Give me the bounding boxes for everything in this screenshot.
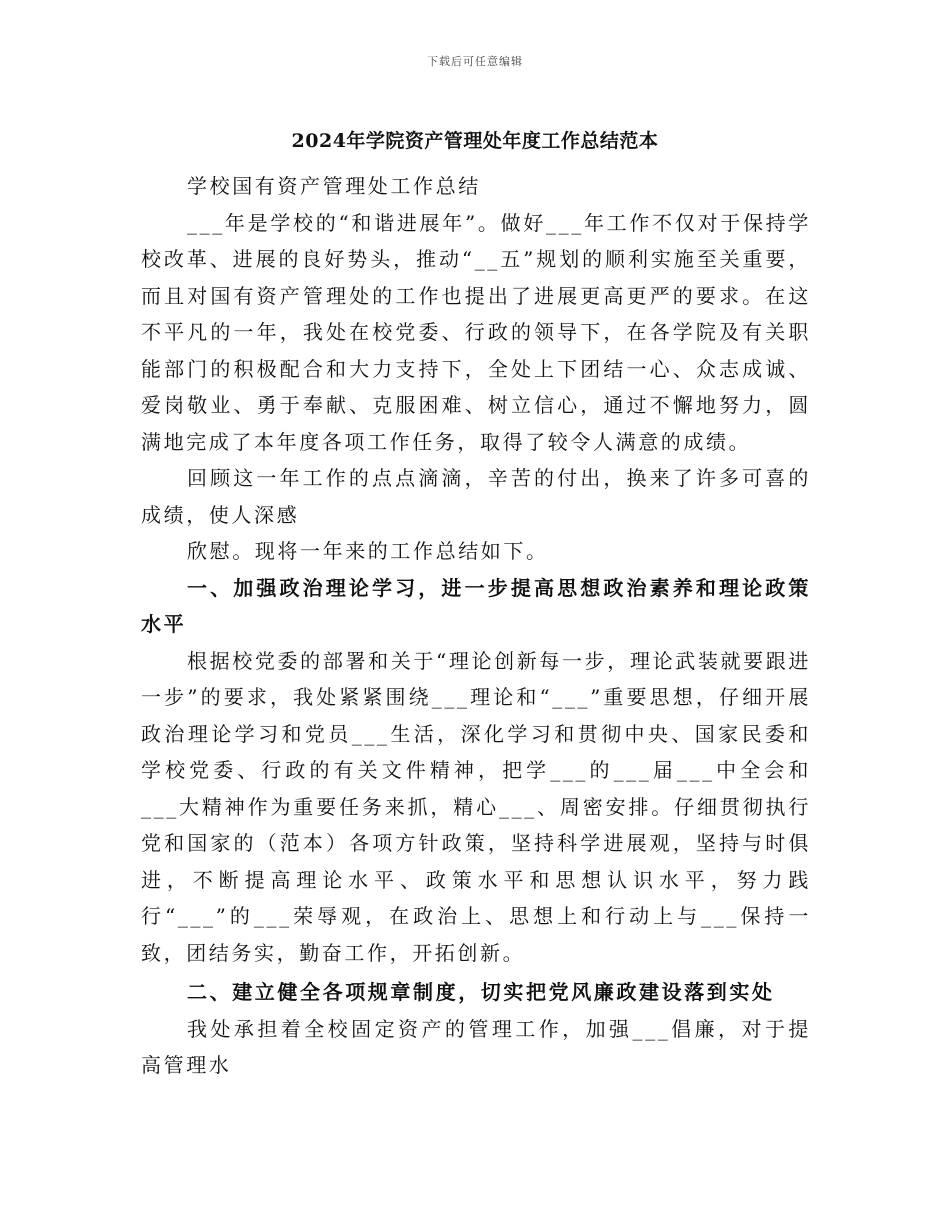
paragraph-intro: ___年是学校的“和谐进展年”。做好___年工作不仅对于保持学校改革、进展的良好势头，推动“__五”规划的顺利实施至关重要，而且对国有资产管理处的工作也提出了进展更高更严的要求。在这不平凡的一年，我处在校党委、行政的领导下，在各学院及有关职能部门的积极配合和大力支持下，全处上下团结一心、众志成诚、爱岗敬业、勇于奉献、克服困难、树立信心，通过不懈地努力，圆满地完成了本年度各项工作任务，取得了较令人满意的成绩。 — [141, 210, 811, 454]
document-title: 2024年学院资产管理处年度工作总结范本 — [291, 130, 659, 152]
section-heading-2: 二、建立健全各项规章制度，切实把党风廉政建设落到实处 — [187, 980, 775, 1004]
paragraph-section-1: 根据校党委的部署和关于“理论创新每一步，理论武装就要跟进一步”的要求，我处紧紧围绕___理论和“___”重要思想，仔细开展政治理论学习和党员___生活，深化学习和贯彻中央、国家民委和学校党委、行政的有关文件精神，把学___的___届___中全会和___大精神作为重要任务来抓，精心___、周密安排。仔细贯彻执行党和国家的（范本）各项方针政策，坚持科学进展观，坚持与时俱进，不断提高理论水平、政策水平和思想认识水平，努力践行“___”的___荣辱观，在政治上、思想上和行动上与___保持一致，团结务实，勤奋工作，开拓创新。 — [141, 648, 811, 965]
paragraph-subtitle: 学校国有资产管理处工作总结 — [187, 174, 481, 198]
document-body — [141, 168, 811, 1084]
paragraph-section-2: 我处承担着全校固定资产的管理工作，加强___倡廉，对于提高管理水 — [141, 1016, 811, 1077]
section-heading-1: 一、加强政治理论学习，进一步提高思想政治素养和理论政策水平 — [141, 575, 811, 636]
paragraph-summary-lead: 欣慰。现将一年来的工作总结如下。 — [187, 539, 549, 563]
page-header-note: 下载后可任意编辑 — [427, 55, 523, 68]
paragraph-review: 回顾这一年工作的点点滴滴，辛苦的付出，换来了许多可喜的成绩，使人深感 — [141, 466, 811, 527]
